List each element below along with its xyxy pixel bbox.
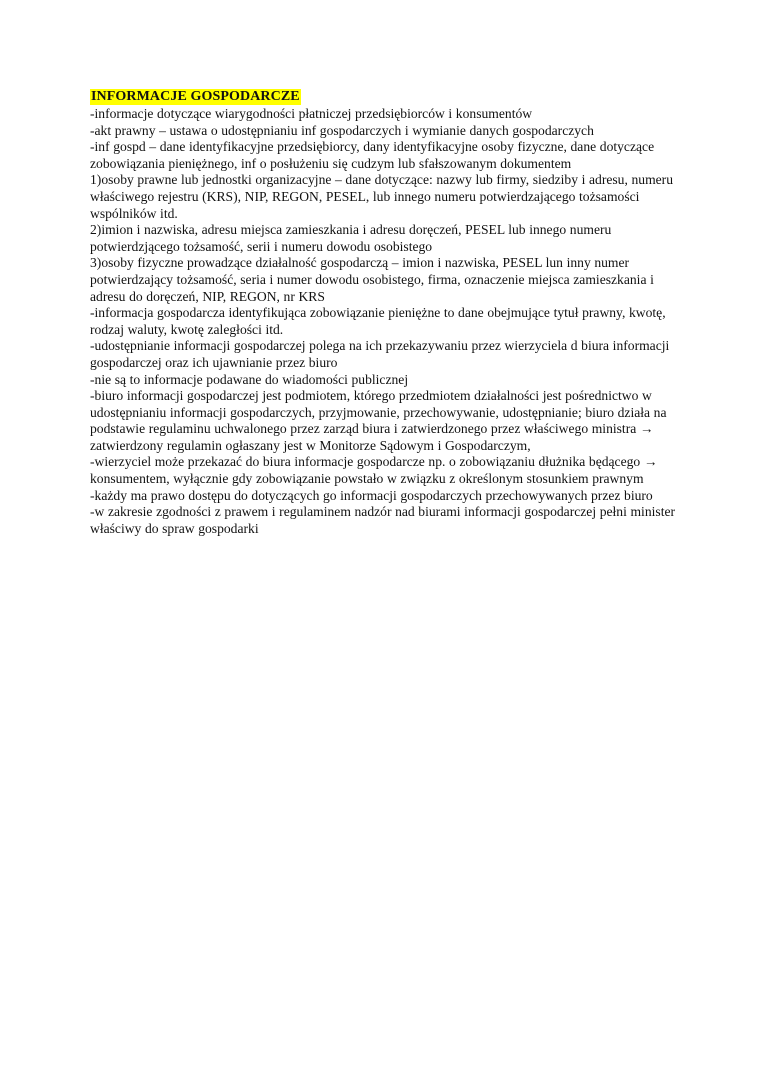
paragraph-5: 2)imion i nazwiska, adresu miejsca zamieszkania i adresu doręczeń, PESEL lub innego numeru potwierdzjącego tożsamość, serii i numeru dowodu osobistego	[90, 222, 612, 254]
paragraph-10: -biuro informacji gospodarczej jest podmiotem, którego przedmiotem działalności jest pośrednictwo w udostępnianiu informacji gospodarczych, przyjmowanie, przechowywanie, udostępnianie; biuro działa na podstawie regulaminu uchwalonego przez zarząd biura i zatwierdzonego przez właściwego ministra → zatwierdzony regulamin ogłaszany jest w Monitorze Sądowym i Gospodarczym,	[90, 388, 667, 453]
paragraph-11: -wierzyciel może przekazać do biura informacje gospodarcze np. o zobowiązaniu dłużnika będącego → konsumentem, wyłącznie gdy zobowiązanie powstało w związku z określonym stosunkiem prawnym	[90, 454, 658, 487]
paragraph-4: 1)osoby prawne lub jednostki organizacyjne – dane dotyczące: nazwy lub firmy, siedziby i adresu, numeru właściwego rejestru (KRS), NIP, REGON, PESEL, lub innego numeru potwierdzającego tożsamości wspólników itd.	[90, 172, 673, 221]
paragraph-6: 3)osoby fizyczne prowadzące działalność gospodarczą – imion i nazwiska, PESEL lun inny numer potwierdzający tożsamość, seria i numer dowodu osobistego, firma, oznaczenie miejsca zamieszkania i adresu do doręczeń, NIP, REGON, nr KRS	[90, 255, 654, 304]
paragraph-9: -nie są to informacje podawane do wiadomości publicznej	[90, 371, 409, 387]
paragraph-13: -w zakresie zgodności z prawem i regulaminem nadzór nad biurami informacji gospodarczej pełni minister właściwy do spraw gospodarki	[90, 504, 676, 536]
paragraph-1: -informacje dotyczące wiarygodności płatniczej przedsiębiorców i konsumentów	[90, 106, 533, 121]
document-content	[90, 88, 690, 537]
paragraph-7: -informacja gospodarcza identyfikująca zobowiązanie pieniężne to dane obejmujące tytuł prawny, kwotę, rodzaj waluty, kwotę zaległości itd.	[90, 305, 666, 337]
paragraph-8: -udostępnianie informacji gospodarczej polega na ich przekazywaniu przez wierzyciela d biura informacji gospodarczej oraz ich ujawnianie przez biuro	[90, 338, 670, 370]
paragraph-3: -inf gospd – dane identyfikacyjne przedsiębiorcy, dany identyfikacyjne osoby fizyczne, dane dotyczące zobowiązania pieniężnego, inf o posłużeniu się cudzym lub sfałszowanym dokumentem	[90, 139, 655, 171]
document-title: INFORMACJE GOSPODARCZE	[91, 89, 300, 104]
paragraph-2: -akt prawny – ustawa o udostępnianiu inf gospodarczych i wymianie danych gospodarczych	[90, 122, 594, 138]
paragraph-12: -każdy ma prawo dostępu do dotyczących go informacji gospodarczych przechowywanych przez biuro	[90, 487, 653, 503]
